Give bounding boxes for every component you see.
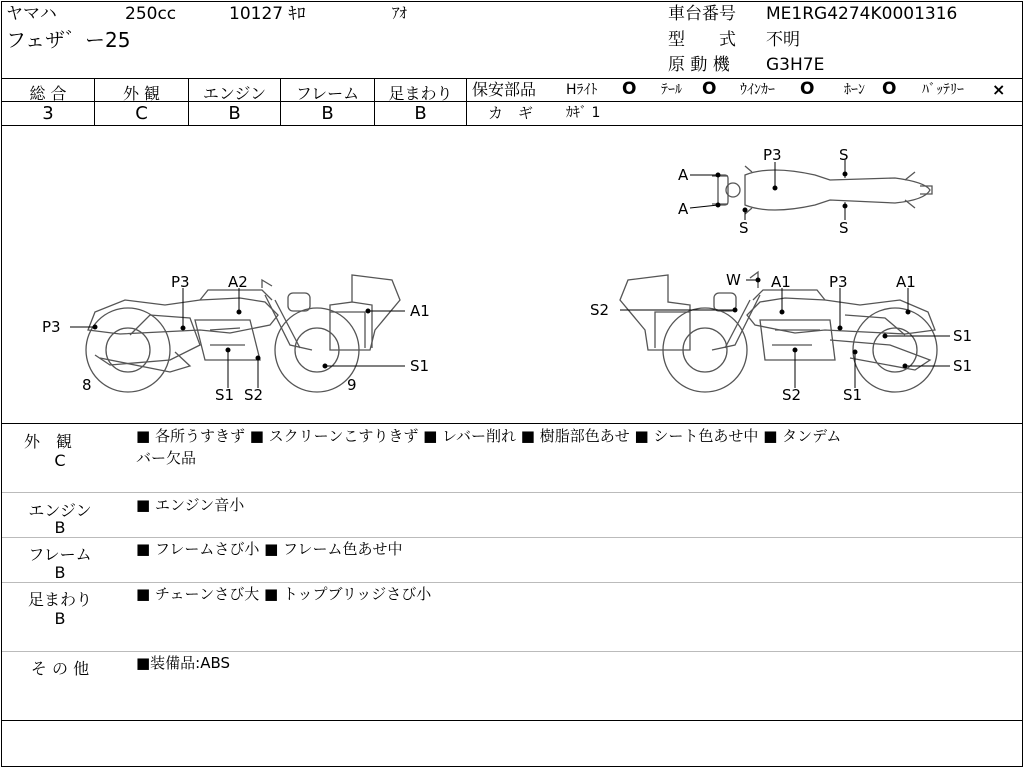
grade-engine-label: エンジン (202, 84, 267, 103)
label-left-8: 8 (82, 376, 92, 394)
top-view-bike (712, 166, 932, 214)
divider (2, 651, 1022, 652)
label-right-s2-bottom: S2 (782, 386, 802, 404)
safety-battery-mark: × (992, 80, 1006, 99)
body-color: ｱｵ (392, 4, 408, 22)
grade-total-label: 総 合 (29, 84, 67, 103)
note-suspension-label: 足まわり (27, 590, 92, 609)
label-top-s2: S (739, 219, 749, 237)
safety-label: 保安部品 (472, 80, 537, 99)
label-left-s1-wheel: S1 (410, 357, 430, 375)
model-name: フェザ゛ー25 (6, 28, 131, 52)
label-top-a1: A (678, 166, 689, 184)
divider (2, 78, 1022, 79)
chassis-value: ME1RG4274K0001316 (766, 4, 958, 24)
engine-value: G3H7E (766, 55, 825, 75)
divider (2, 537, 1022, 538)
grade-engine-value: B (228, 103, 241, 124)
note-exterior-text-cont: バー欠品 (136, 449, 197, 467)
engine-label: 原 動 機 (668, 55, 730, 75)
note-frame-label: フレーム (28, 545, 92, 564)
label-right-a1-rear: A1 (896, 273, 916, 291)
divider (2, 582, 1022, 583)
label-left-a1: A1 (410, 302, 430, 320)
grade-exterior-label: 外 観 (122, 84, 161, 103)
safety-winker: ｳｲﾝｶｰ (740, 82, 775, 98)
note-exterior-text: ■ 各所うすきず ■ スクリーンこすりきず ■ レバー削れ ■ 樹脂部色あせ ■ シート色あせ中 ■ タンデム (136, 427, 842, 445)
note-engine-text: ■ エンジン音小 (136, 496, 245, 514)
label-top-p3: P3 (763, 146, 782, 164)
safety-horn: ﾎｰﾝ (844, 82, 865, 98)
note-other-label: そ の 他 (30, 659, 90, 678)
label-left-p3: P3 (171, 273, 190, 291)
label-top-s3: S (839, 219, 849, 237)
chassis-label: 車台番号 (668, 4, 736, 24)
label-left-s2: S2 (244, 386, 264, 404)
divider (2, 423, 1022, 424)
label-right-s1-upper: S1 (953, 327, 973, 345)
type-value: 不明 (766, 30, 800, 50)
note-exterior-grade: C (54, 451, 66, 470)
divider (2, 720, 1022, 721)
label-left-s1: S1 (215, 386, 235, 404)
label-top-s1: S (839, 146, 849, 164)
safety-battery: ﾊﾞｯﾃﾘｰ (922, 82, 964, 98)
note-engine-label: エンジン (28, 501, 92, 520)
label-right-s1-lower: S1 (953, 357, 973, 375)
maker: ヤマハ (6, 4, 57, 24)
safety-horn-mark: O (882, 79, 897, 99)
grade-exterior-value: C (135, 103, 148, 124)
note-other-text: ■装備品:ABS (136, 654, 231, 672)
left-view-bike (86, 275, 400, 392)
label-right-p3: P3 (829, 273, 848, 291)
note-engine-grade: B (54, 518, 66, 537)
label-top-a2: A (678, 200, 689, 218)
note-frame-grade: B (54, 563, 66, 582)
safety-headlight: Hﾗｲﾄ (566, 82, 598, 98)
safety-tail: ﾃｰﾙ (661, 82, 682, 98)
label-right-s2: S2 (590, 301, 610, 319)
safety-headlight-mark: O (622, 79, 637, 99)
safety-winker-mark: O (800, 79, 815, 99)
grade-frame-value: B (321, 103, 334, 124)
safety-tail-mark: O (702, 79, 717, 99)
label-right-a1: A1 (771, 273, 791, 291)
grade-total-value: 3 (42, 103, 54, 124)
condition-diagram (0, 126, 1024, 424)
label-left-p3-rear: P3 (42, 318, 61, 336)
label-left-9: 9 (347, 376, 357, 394)
grade-frame-label: フレーム (295, 84, 360, 103)
divider (2, 492, 1022, 493)
divider (467, 101, 1022, 102)
grade-suspension-label: 足まわり (388, 84, 453, 103)
label-left-a2: A2 (228, 273, 248, 291)
key-label: カ ギ (488, 104, 534, 122)
displacement: 250cc (125, 4, 177, 24)
key-value: ｶｷﾞ 1 (566, 105, 601, 121)
note-frame-text: ■ フレームさび小 ■ フレーム色あせ中 (136, 540, 403, 558)
note-suspension-text: ■ チェーンさび大 ■ トップブリッジさび小 (136, 585, 432, 603)
note-suspension-grade: B (54, 609, 66, 628)
label-right-w: W (726, 271, 741, 289)
label-right-s1-bottom: S1 (843, 386, 863, 404)
note-exterior-label: 外 観 (24, 432, 73, 451)
type-label: 型 式 (668, 30, 736, 50)
grade-suspension-value: B (414, 103, 427, 124)
mileage: 10127 ｷﾛ (229, 4, 306, 24)
